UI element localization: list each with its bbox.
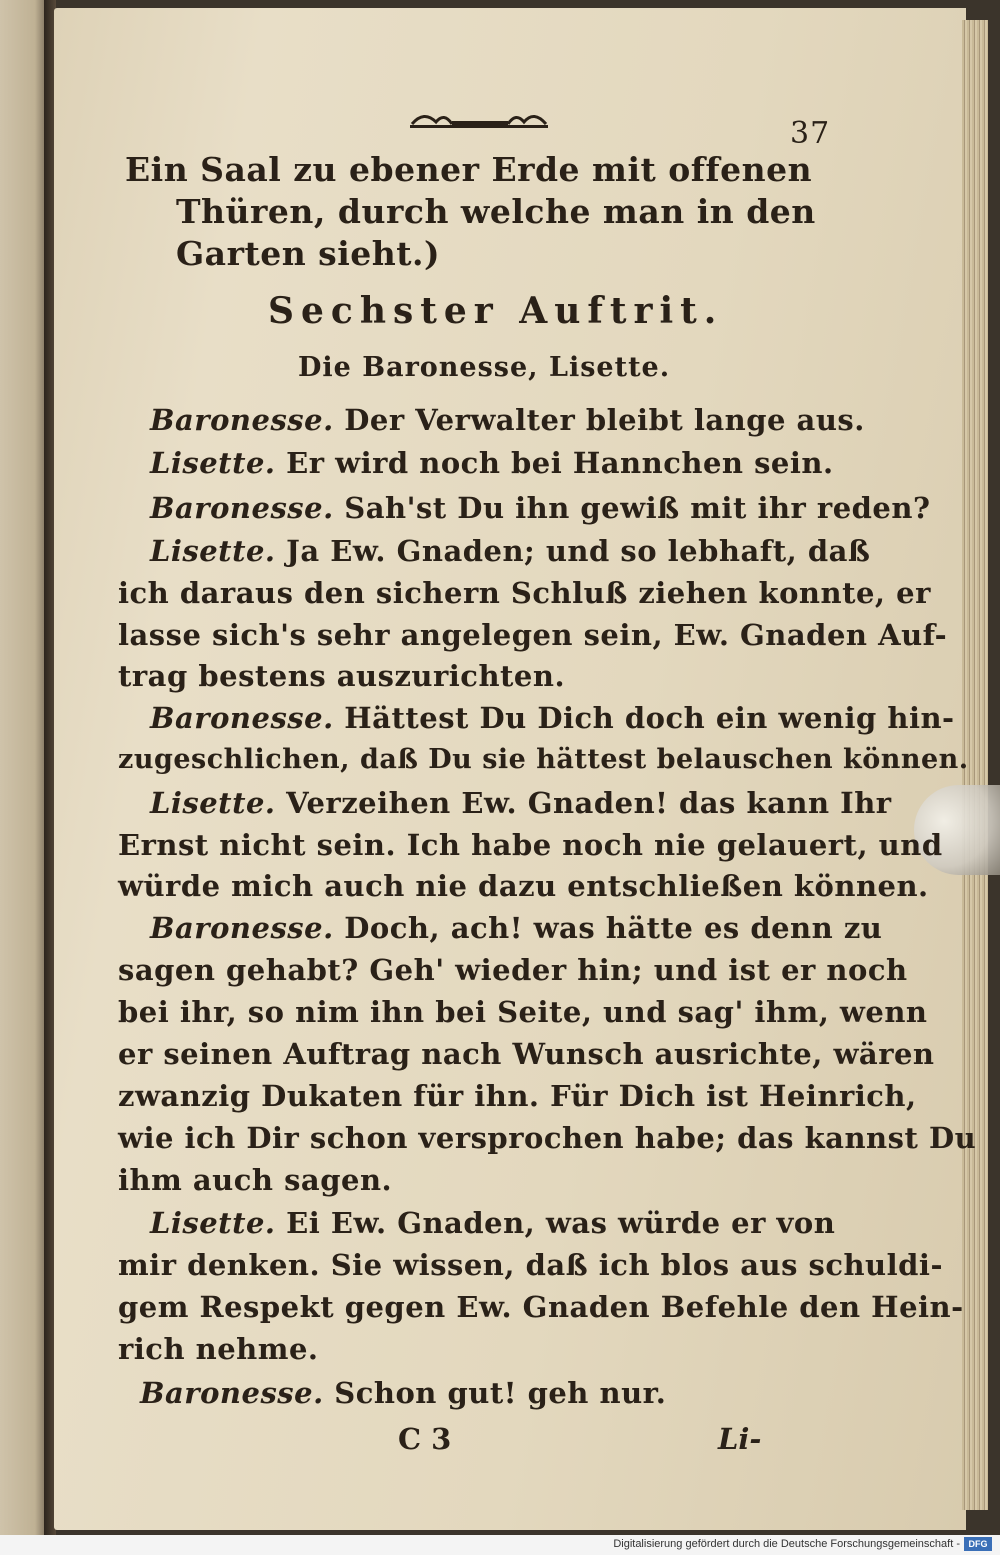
- funding-credit: Digitalisierung gefördert durch die Deutsche Forschungsgemeinschaft -: [613, 1538, 960, 1550]
- dialogue-line: ich daraus den sichern Schluß ziehen konnte, er: [118, 576, 931, 610]
- stage-direction-line: Ein Saal zu ebener Erde mit offenen: [125, 150, 813, 189]
- stage-direction-line: Thüren, durch welche man in den: [176, 192, 816, 231]
- header-ornament: [408, 108, 550, 130]
- dialogue-line: [150, 1205, 835, 1241]
- dialogue-line: sagen gehabt? Geh' wieder hin; und ist er noch: [118, 953, 908, 987]
- dialogue-line: wie ich Dir schon versprochen habe; das kannst Du: [118, 1121, 977, 1155]
- dialogue-line: [150, 533, 870, 569]
- dialogue-line: [150, 445, 834, 481]
- catchword: Li-: [718, 1422, 762, 1456]
- stage-direction-line: Garten sieht.): [176, 234, 441, 273]
- dialogue-line: Ernst nicht sein. Ich habe noch nie gelauert, und: [118, 828, 943, 862]
- dialogue-text: Schon gut! geh nur.: [334, 1376, 667, 1410]
- dialogue-text: Sah'st Du ihn gewiß mit ihr reden?: [344, 491, 931, 525]
- dialogue-text: Doch, ach! was hätte es denn zu: [344, 911, 883, 945]
- signature-mark: C 3: [398, 1422, 452, 1456]
- dialogue-line: trag bestens auszurichten.: [118, 659, 566, 693]
- speaker-name: Baronesse.: [150, 491, 334, 525]
- scene-heading: Sechster Auftrit.: [268, 290, 724, 332]
- dialogue-line: gem Respekt gegen Ew. Gnaden Befehle den Hein-: [118, 1290, 964, 1324]
- dialogue-line: lasse sich's sehr angelegen sein, Ew. Gnaden Auf-: [118, 618, 948, 652]
- dialogue-line: bei ihr, so nim ihn bei Seite, und sag' ihm, wenn: [118, 995, 928, 1029]
- speaker-name: Lisette.: [150, 786, 276, 820]
- dialogue-line: würde mich auch nie dazu entschließen können.: [118, 869, 929, 903]
- speaker-name: Lisette.: [150, 1206, 276, 1240]
- dfg-logo: DFG: [964, 1537, 992, 1551]
- dialogue-text: Der Verwalter bleibt lange aus.: [344, 403, 865, 437]
- dialogue-line: zwanzig Dukaten für ihn. Für Dich ist Heinrich,: [118, 1079, 917, 1113]
- dialogue-text: Ei Ew. Gnaden, was würde er von: [286, 1206, 836, 1240]
- dialogue-line: [140, 1375, 666, 1411]
- page-number: 37: [790, 116, 831, 151]
- dialogue-text: Verzeihen Ew. Gnaden! das kann Ihr: [286, 786, 892, 820]
- speaker-name: Baronesse.: [150, 911, 334, 945]
- speaker-name: Baronesse.: [140, 1376, 324, 1410]
- speaker-name: Lisette.: [150, 534, 276, 568]
- dialogue-line: [150, 402, 865, 438]
- cast-list: Die Baronesse, Lisette.: [298, 352, 671, 383]
- dialogue-line: [150, 490, 930, 526]
- dialogue-line: zugeschlichen, daß Du sie hättest belauschen können.: [118, 744, 969, 775]
- dialogue-line: er seinen Auftrag nach Wunsch ausrichte, wären: [118, 1037, 935, 1071]
- dialogue-line: [150, 700, 955, 736]
- dialogue-text: Er wird noch bei Hannchen sein.: [286, 446, 834, 480]
- dialogue-text: Hättest Du Dich doch ein wenig hin-: [344, 701, 955, 735]
- dialogue-line: [150, 785, 892, 821]
- speaker-name: Baronesse.: [150, 701, 334, 735]
- speaker-name: Lisette.: [150, 446, 276, 480]
- dialogue-line: rich nehme.: [118, 1332, 319, 1366]
- dialogue-line: ihm auch sagen.: [118, 1163, 393, 1197]
- dialogue-line: [150, 910, 882, 946]
- dialogue-text: Ja Ew. Gnaden; und so lebhaft, daß: [286, 534, 871, 568]
- speaker-name: Baronesse.: [150, 403, 334, 437]
- dialogue-line: mir denken. Sie wissen, daß ich blos aus schuldi-: [118, 1248, 943, 1282]
